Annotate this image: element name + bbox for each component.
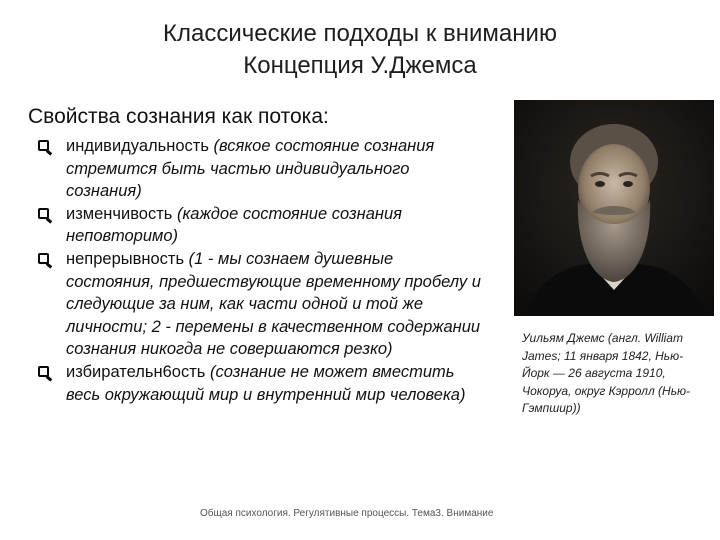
slide-title xyxy=(0,18,720,82)
list-item xyxy=(36,135,486,203)
slide-footer: Общая психология. Регулятивные процессы. Тема3. Внимание xyxy=(200,508,494,519)
property-description: (сознание не может вместить весь окружающий мир и внутренний мир человека) xyxy=(66,362,466,404)
properties-list xyxy=(36,135,486,406)
photo-caption: Уильям Джемс (англ. William James; 11 января 1842, Нью-Йорк — 26 августа 1910, Чокоруа, округ Кэрролл (Нью-Гэмпшир)) xyxy=(522,331,691,415)
section-heading: Свойства сознания как потока: xyxy=(28,105,329,128)
checkbox-square-icon xyxy=(38,208,49,219)
list-item xyxy=(36,203,486,248)
list-item xyxy=(36,248,486,361)
property-term: избирательн6ость xyxy=(66,362,206,381)
portrait-photo xyxy=(514,100,714,316)
property-term: индивидуальность xyxy=(66,137,209,155)
property-description: (всякое состояние сознания стремится быть частью индивидуального сознания) xyxy=(66,137,435,201)
checkbox-square-icon xyxy=(38,366,49,377)
checkbox-square-icon xyxy=(38,140,49,151)
property-term: непрерывность xyxy=(66,249,185,268)
title-line-1: Классические подходы к вниманию xyxy=(163,20,557,47)
checkbox-square-icon xyxy=(38,253,49,264)
portrait-image xyxy=(514,100,714,316)
list-item xyxy=(36,361,486,406)
property-term: изменчивость xyxy=(66,204,173,223)
property-description: (1 - мы сознаем душевные состояния, предшествующие временному пробелу и следующие за ним, как части одной и той же личности; 2 - перемены в качественном содержании сознания никогда не совершаются резко) xyxy=(66,249,481,359)
property-description: (каждое состояние сознания неповторимо) xyxy=(66,204,402,246)
title-line-2: Концепция У.Джемса xyxy=(243,52,477,79)
